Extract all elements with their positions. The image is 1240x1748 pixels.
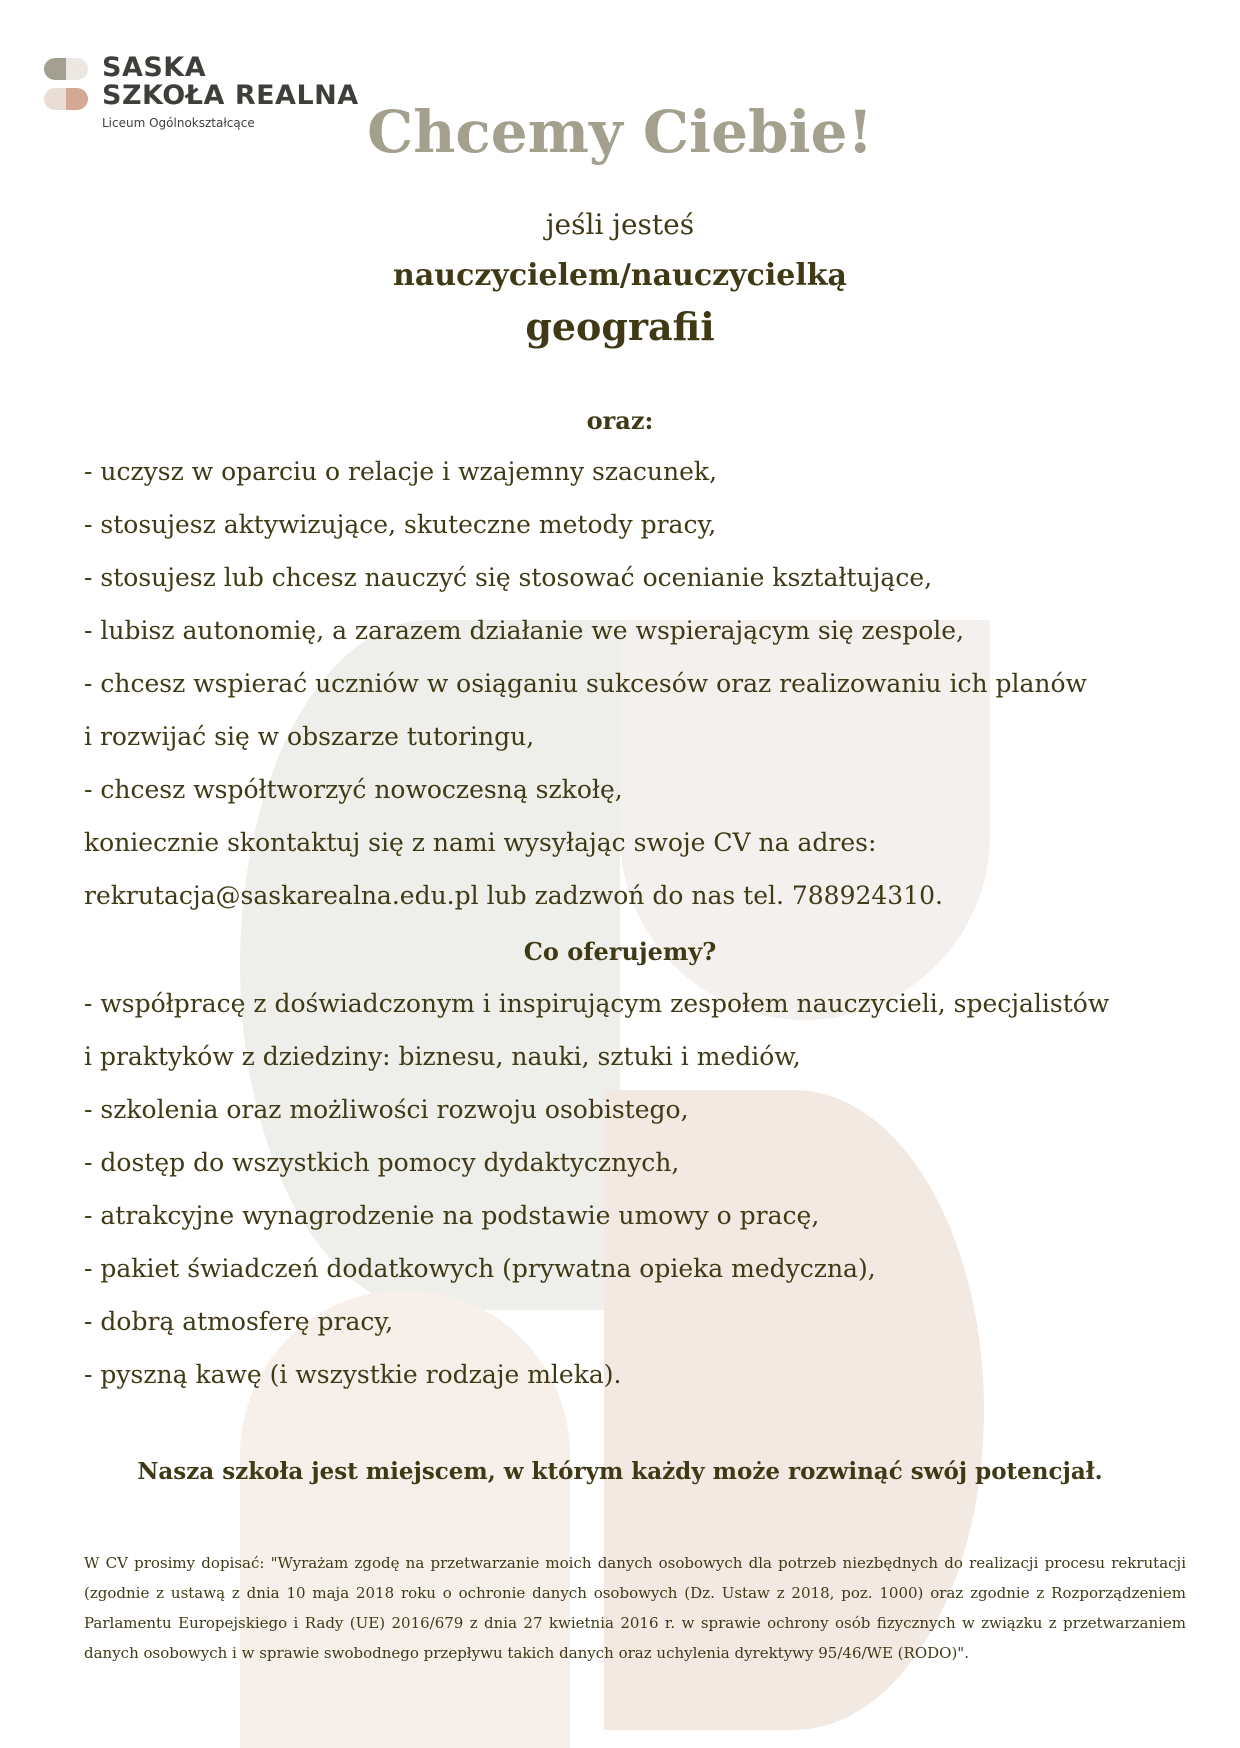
list-item: - stosujesz lub chcesz nauczyć się stosować ocenianie kształtujące,	[84, 563, 933, 592]
list-item: - lubisz autonomię, a zarazem działanie we wspierającym się zespole,	[84, 616, 965, 645]
requirements-heading: oraz:	[586, 406, 654, 435]
offers-heading: Co oferujemy?	[523, 937, 717, 966]
list-item: - szkolenia oraz możliwości rozwoju osobistego,	[84, 1095, 689, 1124]
list-item: - atrakcyjne wynagrodzenie na podstawie umowy o pracę,	[84, 1201, 820, 1230]
offers-list	[84, 977, 1194, 1401]
list-item: - uczysz w oparciu o relacje i wzajemny szacunek,	[84, 457, 718, 486]
subject-text: geografii	[525, 304, 715, 349]
role-text: nauczycielem/nauczycielką	[393, 258, 847, 293]
requirements-list	[84, 445, 1194, 922]
consent-clause: W CV prosimy dopisać: "Wyrażam zgodę na przetwarzanie moich danych osobowych dla potrzeb niezbędnych do realizacji procesu rekrutacji (zgodnie z ustawą z dnia 10 maja 2018 roku o ochronie danych osobowych (Dz. Ustaw z 2018, poz. 1000) oraz zgodnie z Rozporządzeniem Parlamentu Europejskiego i Rady (UE) 2016/679 z dnia 27 kwietnia 2016 r. w sprawie ochrony osób fizycznych w związku z przetwarzaniem danych osobowych i w sprawie swobodnego przepływu takich danych oraz uchylenia dyrektywy 95/46/WE (RODO)".	[84, 1554, 1186, 1662]
list-item: - stosujesz aktywizujące, skuteczne metody pracy,	[84, 510, 717, 539]
page-title: Chcemy Ciebie!	[367, 98, 873, 166]
logo-line2: SZKOŁA REALNA	[102, 80, 359, 111]
list-item: - chcesz współtworzyć nowoczesną szkołę,	[84, 775, 623, 804]
contact-details: rekrutacja@saskarealna.edu.pl lub zadzwoń do nas tel. 788924310.	[84, 881, 943, 910]
list-item: i rozwijać się w obszarze tutoringu,	[84, 722, 535, 751]
intro-text: jeśli jesteś	[545, 208, 695, 241]
logo-line1: SASKA	[102, 52, 207, 83]
list-item: - chcesz wspierać uczniów w osiąganiu sukcesów oraz realizowaniu ich planów	[84, 669, 1087, 698]
list-item: - pakiet świadczeń dodatkowych (prywatna opieka medyczna),	[84, 1254, 876, 1283]
list-item: - dostęp do wszystkich pomocy dydaktycznych,	[84, 1148, 680, 1177]
list-item: - dobrą atmosferę pracy,	[84, 1307, 394, 1336]
list-item: - współpracę z doświadczonym i inspirującym zespołem nauczycieli, specjalistów	[84, 989, 1110, 1018]
logo-subtitle: Liceum Ogólnokształcące	[102, 116, 255, 130]
list-item: i praktyków z dziedziny: biznesu, nauki, sztuki i mediów,	[84, 1042, 801, 1071]
list-item: - pyszną kawę (i wszystkie rodzaje mleka).	[84, 1360, 622, 1389]
contact-line: koniecznie skontaktuj się z nami wysyłając swoje CV na adres:	[84, 828, 877, 857]
closing-statement: Nasza szkoła jest miejscem, w którym każdy może rozwinąć swój potencjał.	[137, 1458, 1103, 1485]
